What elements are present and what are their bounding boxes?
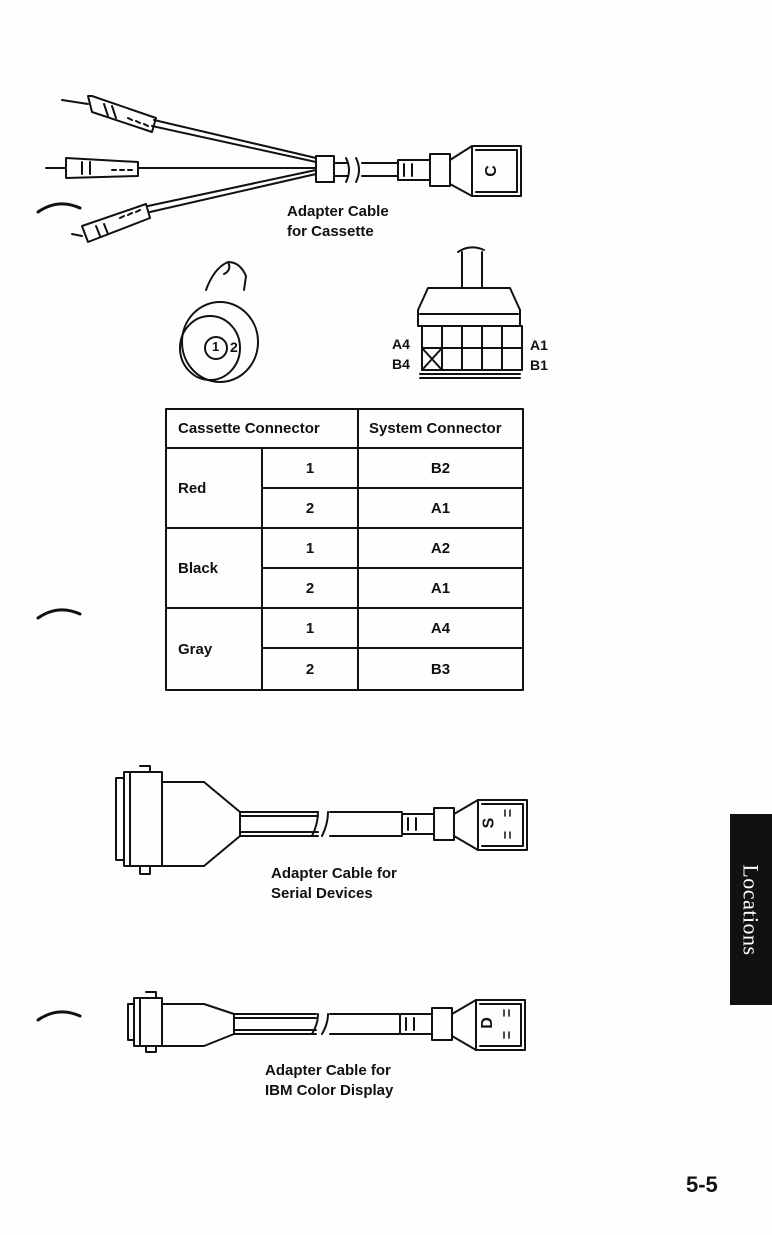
table-row-pin: 1: [305, 619, 315, 637]
plug-pin-1: 1: [212, 339, 220, 354]
caption-line: Adapter Cable: [287, 203, 389, 220]
serial-cable-caption: [271, 864, 397, 904]
cassette-cable-drawing: [46, 96, 521, 242]
connector-table: [166, 409, 523, 690]
display-cable-drawing: [128, 992, 525, 1052]
page-number: 5-5: [686, 1172, 718, 1197]
table-row-system: A1: [430, 579, 451, 597]
section-tab: [730, 814, 772, 1005]
label-b4: B4: [392, 356, 410, 372]
cassette-connector-letter: C: [482, 165, 500, 177]
caption-line: for Cassette: [287, 223, 374, 240]
cassette-cable-caption: [287, 202, 389, 242]
header-system-connector: System Connector: [369, 420, 502, 437]
color-black: Black: [178, 559, 219, 577]
table-row-pin: 2: [305, 579, 315, 597]
serial-cable-drawing: [116, 766, 527, 874]
serial-connector-letter: S: [480, 817, 498, 829]
page-curl-mark: [38, 1012, 80, 1020]
table-row-pin: 2: [305, 499, 315, 517]
caption-line: Adapter Cable for: [265, 1062, 391, 1079]
table-row-system: B3: [430, 660, 451, 678]
table-row-pin: 2: [305, 660, 315, 678]
color-gray: Gray: [178, 640, 213, 658]
table-row-pin: 1: [305, 459, 315, 477]
table-row-system: B2: [430, 459, 451, 477]
table-row-pin: 1: [305, 539, 315, 557]
caption-line: IBM Color Display: [265, 1082, 394, 1099]
table-row-system: A1: [430, 499, 451, 517]
label-b1: B1: [530, 357, 548, 373]
display-cable-caption: [265, 1061, 393, 1101]
label-a4: A4: [392, 336, 410, 352]
page-curl-mark: [38, 204, 80, 212]
page-curl-mark: [38, 610, 80, 618]
display-connector-letter: D: [478, 1017, 496, 1029]
plug-pin-2: 2: [230, 339, 238, 355]
color-red: Red: [178, 479, 207, 497]
section-tab-label: Locations: [739, 863, 765, 956]
cassette-plug-drawing: [180, 262, 258, 382]
caption-line: Serial Devices: [271, 885, 373, 902]
system-connector-drawing: [418, 247, 522, 378]
table-row-system: A2: [430, 539, 451, 557]
caption-line: Adapter Cable for: [271, 865, 397, 882]
table-row-system: A4: [430, 619, 451, 637]
header-cassette-connector: Cassette Connector: [178, 420, 320, 437]
label-a1: A1: [530, 337, 548, 353]
